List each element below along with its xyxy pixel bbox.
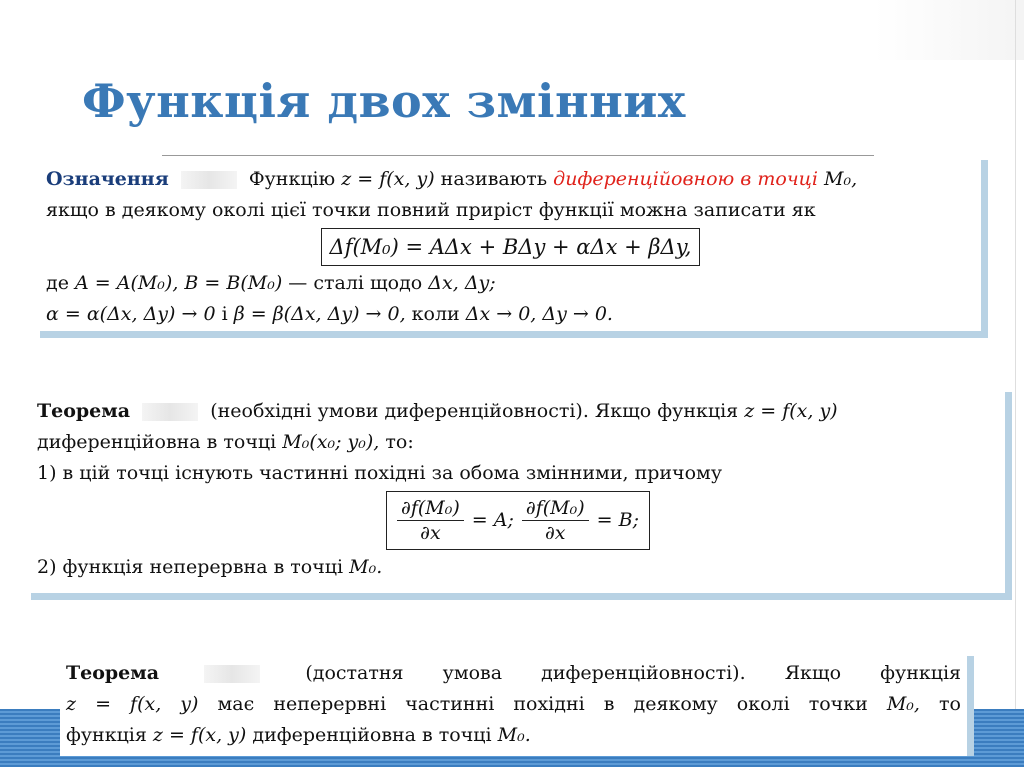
decorative-edge-line bbox=[1015, 0, 1016, 767]
theorem2-text: функція bbox=[66, 724, 147, 746]
definition-line-2: якщо в деякому околі цієї точки повний приріст функції можна записати як bbox=[46, 199, 816, 221]
definition-term: диференційовною в точці bbox=[553, 168, 818, 190]
definition-text: Функцію bbox=[248, 168, 336, 190]
definition-line-1 bbox=[46, 164, 975, 195]
definition-label: Означення bbox=[46, 168, 169, 190]
partial-derivatives-formula bbox=[386, 491, 650, 550]
fraction-numerator: ∂f(M₀) bbox=[522, 496, 589, 521]
blurred-number bbox=[181, 171, 237, 189]
theorem2-label: Теорема bbox=[66, 662, 160, 684]
theorem2-line-3 bbox=[66, 720, 961, 751]
fraction-denominator: ∂x bbox=[544, 522, 566, 544]
theorem1-text: (необхідні умови диференційовності). Якщо функція bbox=[210, 400, 739, 422]
fraction-df-dy bbox=[522, 496, 589, 545]
decorative-corner bbox=[874, 0, 1024, 60]
equals-B: = B; bbox=[596, 509, 639, 531]
theorem1-line-4 bbox=[37, 552, 999, 583]
theorem1-line-2 bbox=[37, 427, 999, 458]
definition-box bbox=[40, 160, 988, 338]
math-function: z = f(x, y) bbox=[744, 400, 838, 422]
theorem2-line-1 bbox=[66, 658, 961, 689]
definition-line-3 bbox=[46, 268, 975, 299]
math-point: M₀. bbox=[349, 556, 383, 578]
definition-line-4 bbox=[46, 299, 975, 330]
theorem2-text: має неперервні частинні похідні в деякому околі точки bbox=[217, 693, 868, 715]
math-point: M₀(x₀; y₀), bbox=[282, 431, 380, 453]
fraction-numerator: ∂f(M₀) bbox=[397, 496, 464, 521]
increment-formula: Δf(M₀) = AΔx + BΔy + αΔx + βΔy, bbox=[321, 228, 701, 266]
blurred-number bbox=[142, 403, 198, 421]
math-function: z = f(x, y) bbox=[341, 168, 435, 190]
theorem1-text: диференційовна в точці bbox=[37, 431, 277, 453]
math-limit: Δx → 0, Δy → 0. bbox=[465, 303, 613, 325]
theorem1-text: то: bbox=[385, 431, 414, 453]
theorem1-line-1 bbox=[37, 396, 999, 427]
theorem1-text: 2) функція неперервна в точці bbox=[37, 556, 344, 578]
title-divider bbox=[162, 155, 874, 156]
theorem-necessary-box bbox=[31, 392, 1012, 600]
partial-derivatives-row bbox=[37, 491, 999, 550]
definition-text: де bbox=[46, 272, 69, 294]
blurred-number bbox=[204, 665, 260, 683]
definition-text: і bbox=[221, 303, 228, 325]
math-constants: A = A(M₀), B = B(M₀) bbox=[75, 272, 283, 294]
theorem2-text: диференційовна в точці bbox=[252, 724, 492, 746]
theorem1-line-3: 1) в цій точці існують частинні похідні за обома змінними, причому bbox=[37, 462, 723, 484]
math-point: M₀, bbox=[886, 693, 920, 715]
equals-A: = A; bbox=[471, 509, 514, 531]
fraction-df-dx bbox=[397, 496, 464, 545]
math-function: z = f(x, y) bbox=[66, 693, 199, 715]
theorem2-text: (достатня умова диференційовності). Якщо функція bbox=[305, 662, 962, 684]
slide-title: Функція двох змінних bbox=[82, 74, 686, 128]
theorem-sufficient-box bbox=[60, 656, 974, 756]
definition-text: — сталі щодо bbox=[288, 272, 423, 294]
math-function: z = f(x, y) bbox=[152, 724, 247, 746]
definition-formula-row bbox=[46, 228, 975, 266]
math-beta: β = β(Δx, Δy) → 0, bbox=[233, 303, 406, 325]
math-point: M₀, bbox=[824, 168, 858, 190]
fraction-denominator: ∂x bbox=[420, 522, 441, 544]
theorem2-line-2 bbox=[66, 689, 961, 720]
definition-text: називають bbox=[440, 168, 548, 190]
math-point: M₀. bbox=[497, 724, 531, 746]
theorem1-label: Теорема bbox=[37, 400, 131, 422]
math-alpha: α = α(Δx, Δy) → 0 bbox=[46, 303, 216, 325]
math-increments: Δx, Δy; bbox=[428, 272, 496, 294]
definition-text: коли bbox=[411, 303, 460, 325]
theorem2-text: то bbox=[939, 693, 961, 715]
